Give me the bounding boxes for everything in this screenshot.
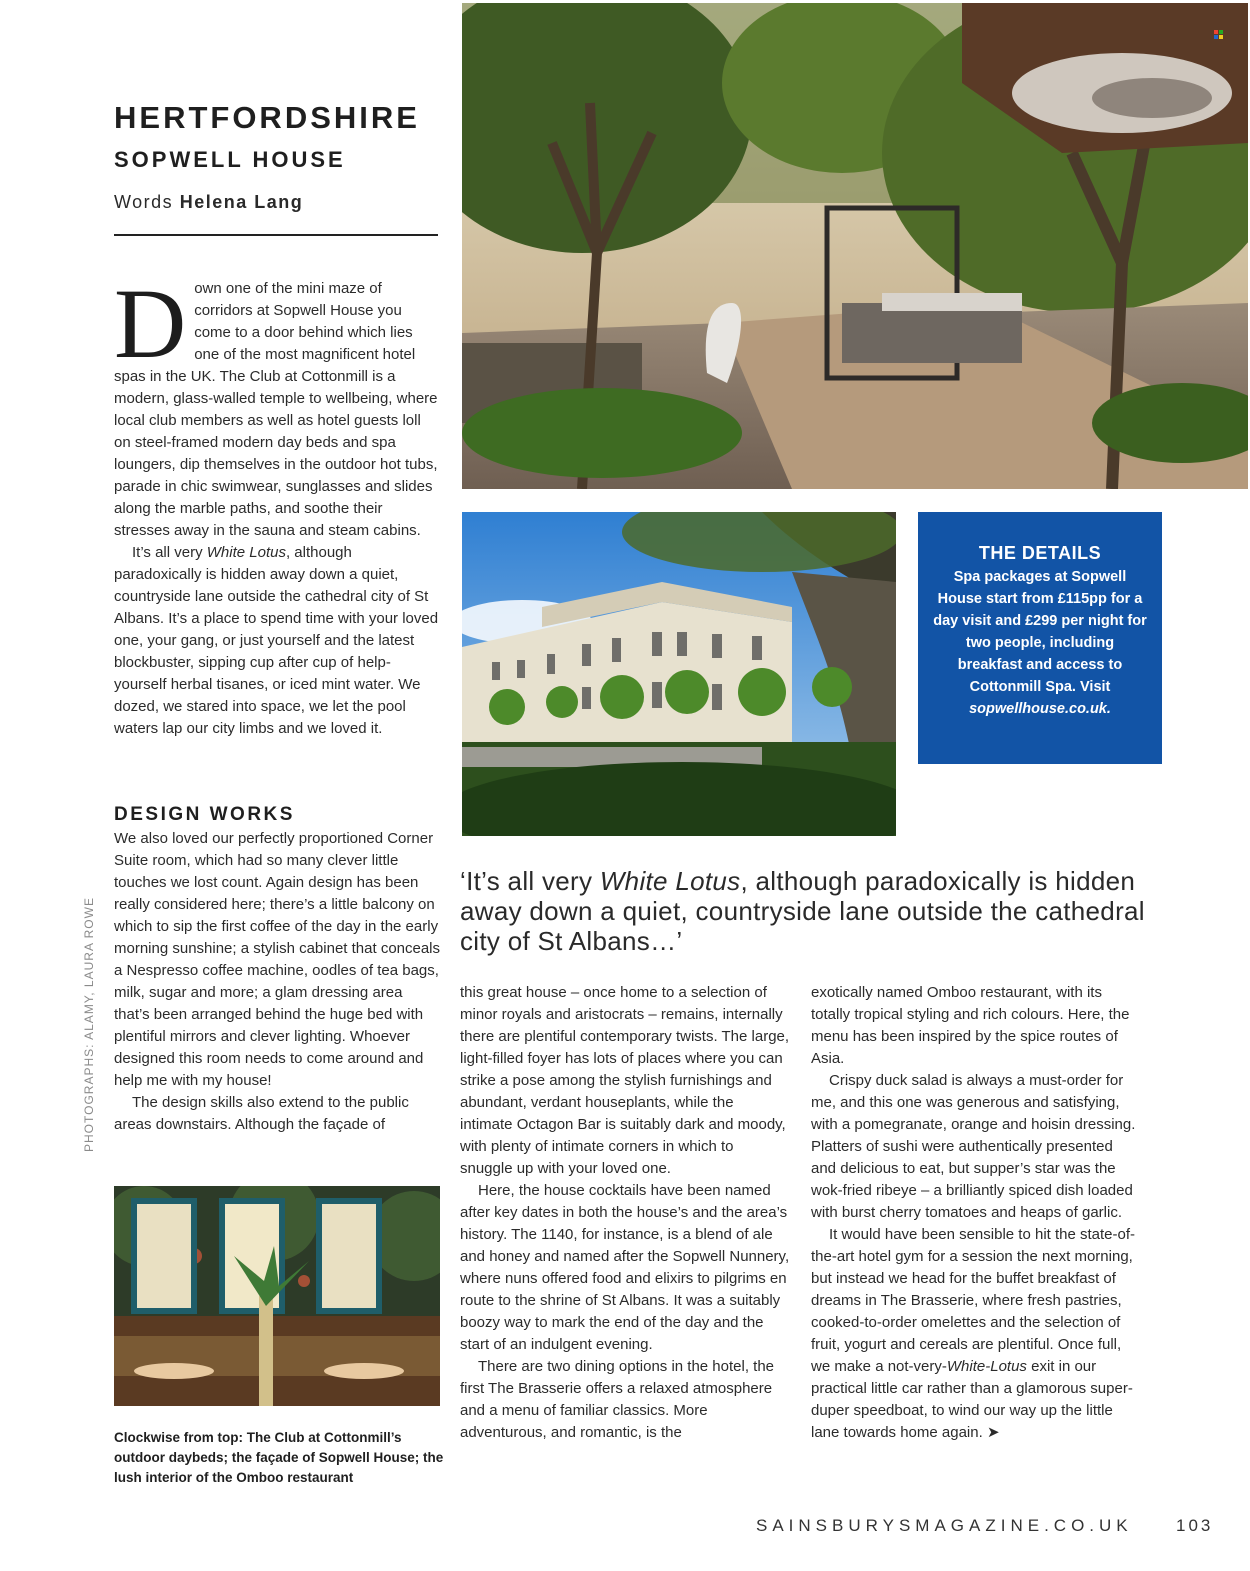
- intro-p2-italic: White Lotus: [206, 544, 286, 561]
- photo-cottonmill-daybeds: [462, 3, 1248, 489]
- col3-paragraph-2: Crispy duck salad is always a must-order for me, and this one was generous and satisfying, with a pomegranate, orange and hoisin dressing. Platters of sushi were authentically presented and delicious to eat, but supper’s star was the wok-fried ribeye – a brilliantly spiced dish loaded with burst cherry tomatoes and heaps of garlic.: [811, 1072, 1136, 1221]
- body-column-2: [460, 982, 790, 1444]
- design-paragraph-2: The design skills also extend to the public areas downstairs. Although the façade of: [114, 1094, 409, 1133]
- pull-quote: [460, 866, 1160, 956]
- col3-paragraph-3: [811, 1224, 1141, 1444]
- author-name: Helena Lang: [179, 192, 304, 212]
- quote-a: ‘It’s all very: [460, 866, 600, 896]
- details-box: [918, 512, 1162, 764]
- photo-omboo-restaurant: [114, 1186, 440, 1406]
- drop-cap: D: [114, 268, 187, 379]
- intro-p1-text: own one of the mini maze of corridors at Sopwell House you come to a door behind which lies one of the most magnificent hotel spas in the UK. The Club at Cottonmill is a modern, glass-walled temple to wellbeing, where local club members as well as hotel guests loll on steel-framed modern day beds and spa loungers, dip themselves in the outdoor hot tubs, parade in chic swimwear, sunglasses and slides along the marble paths, and soothe their stresses away in the sauna and steam cabins.: [114, 280, 438, 539]
- visit-label: Visit: [1080, 679, 1111, 695]
- quote-italic: White Lotus: [599, 866, 741, 896]
- footer-website: SAINSBURYSMAGAZINE.CO.UK: [756, 1516, 1133, 1535]
- col2-paragraph-2: Here, the house cocktails have been named after key dates in both the house’s and the area’s history. The 1140, for instance, is a blend of ale and honey and named after the Sopwell Nunnery, where nuns offered food and elixirs to pilgrims en route to the shrine of St Albans. It was a suitably boozy way to mark the end of the day and the start of an indulgent evening.: [460, 1182, 790, 1353]
- colour-bar-icon: [1214, 30, 1223, 39]
- design-paragraph-1: We also loved our perfectly proportioned Corner Suite room, which had so many clever little touches we lost count. Again design has been really considered here; there’s a little balcony on which to sip the first coffee of the day in the early morning sunshine; a stylish cabinet that conceals a Nespresso coffee machine, oodles of tea bags, milk, sugar and more; a glam dressing area that’s been arranged behind the huge bed with plentiful mirrors and clever lighting. Whoever designed this room needs to come around and help me with my house!: [114, 830, 441, 1089]
- details-title: THE DETAILS: [978, 543, 1102, 563]
- design-text: [114, 828, 440, 1136]
- website-link[interactable]: sopwellhouse.co.uk.: [969, 701, 1111, 717]
- col2-paragraph-3: There are two dining options in the hotel, the first The Brasserie offers a relaxed atmosphere and a menu of familiar classics. More adventurous, and romantic, is the: [460, 1358, 775, 1441]
- quote-b: , although paradoxically is hidden away down a quiet, countryside lane outside the cathedral city of St Albans…’: [460, 866, 1145, 956]
- intro-text: [114, 268, 440, 740]
- region-heading: HERTFORDSHIRE: [114, 100, 420, 135]
- intro-paragraph-2: [114, 542, 440, 740]
- details-body: [918, 566, 1162, 720]
- page-number: 103: [1176, 1516, 1214, 1535]
- details-text: Spa packages at Sopwell House start from £115pp for a day visit and £299 per night for two people, including breakfast and access to Cottonmill Spa.: [933, 569, 1147, 695]
- header-rule: [114, 234, 438, 236]
- col3-p3-a: It would have been sensible to hit the state-of-the-art hotel gym for a session the next morning, but instead we head for the buffet breakfast of dreams in The Brasserie, where fresh pastries, cooked-to-order omelettes and the selection of fruit, yogurt and cereals are plentiful. Once full, we make a not-very-: [811, 1226, 1136, 1375]
- intro-paragraph-1: [114, 268, 440, 542]
- intro-p2-a: It’s all very: [132, 544, 207, 561]
- section-heading-design-works: DESIGN WORKS: [114, 804, 295, 825]
- words-label: Words: [114, 192, 174, 212]
- body-column-3: [811, 982, 1141, 1444]
- col3-paragraph-1: exotically named Omboo restaurant, with its totally tropical styling and rich colours. Here, the menu has been inspired by the spice routes of Asia.: [811, 984, 1130, 1067]
- col3-p3-italic: White-Lotus: [946, 1358, 1027, 1375]
- photo-credit: PHOTOGRAPHS: ALAMY, LAURA ROWE: [82, 897, 96, 1152]
- end-arrow-icon: ➤: [986, 1424, 1000, 1441]
- hotel-name: SOPWELL HOUSE: [114, 147, 346, 172]
- col2-paragraph-1: this great house – once home to a selection of minor royals and aristocrats – remains, internally there are plentiful contemporary twists. The large, light-filled foyer has lots of places where you can strike a pose among the stylish furnishings and abundant, verdant houseplants, while the intimate Octagon Bar is suitably dark and moody, with plenty of intimate corners in which to snuggle up with your loved one.: [460, 984, 790, 1177]
- photo-sopwell-house-facade: [462, 512, 896, 836]
- photo-caption: Clockwise from top: The Club at Cottonmill’s outdoor daybeds; the façade of Sopwell House; the lush interior of the Omboo restaurant: [114, 1430, 444, 1485]
- byline: [114, 192, 303, 213]
- col3-p3-b: exit in our practical little car rather than a glamorous super-duper speedboat, to wind our way up the little lane towards home again.: [811, 1358, 1133, 1441]
- intro-p2-b: , although paradoxically is hidden away down a quiet, countryside lane outside the cathedral city of St Albans. It’s a place to spend time with your loved one, your gang, or just yourself and the latest blockbuster, sipping cup after cup of help-yourself herbal tisanes, or iced mint water. We dozed, we stared into space, we let the pool waters lap our city limbs and we loved it.: [114, 544, 439, 737]
